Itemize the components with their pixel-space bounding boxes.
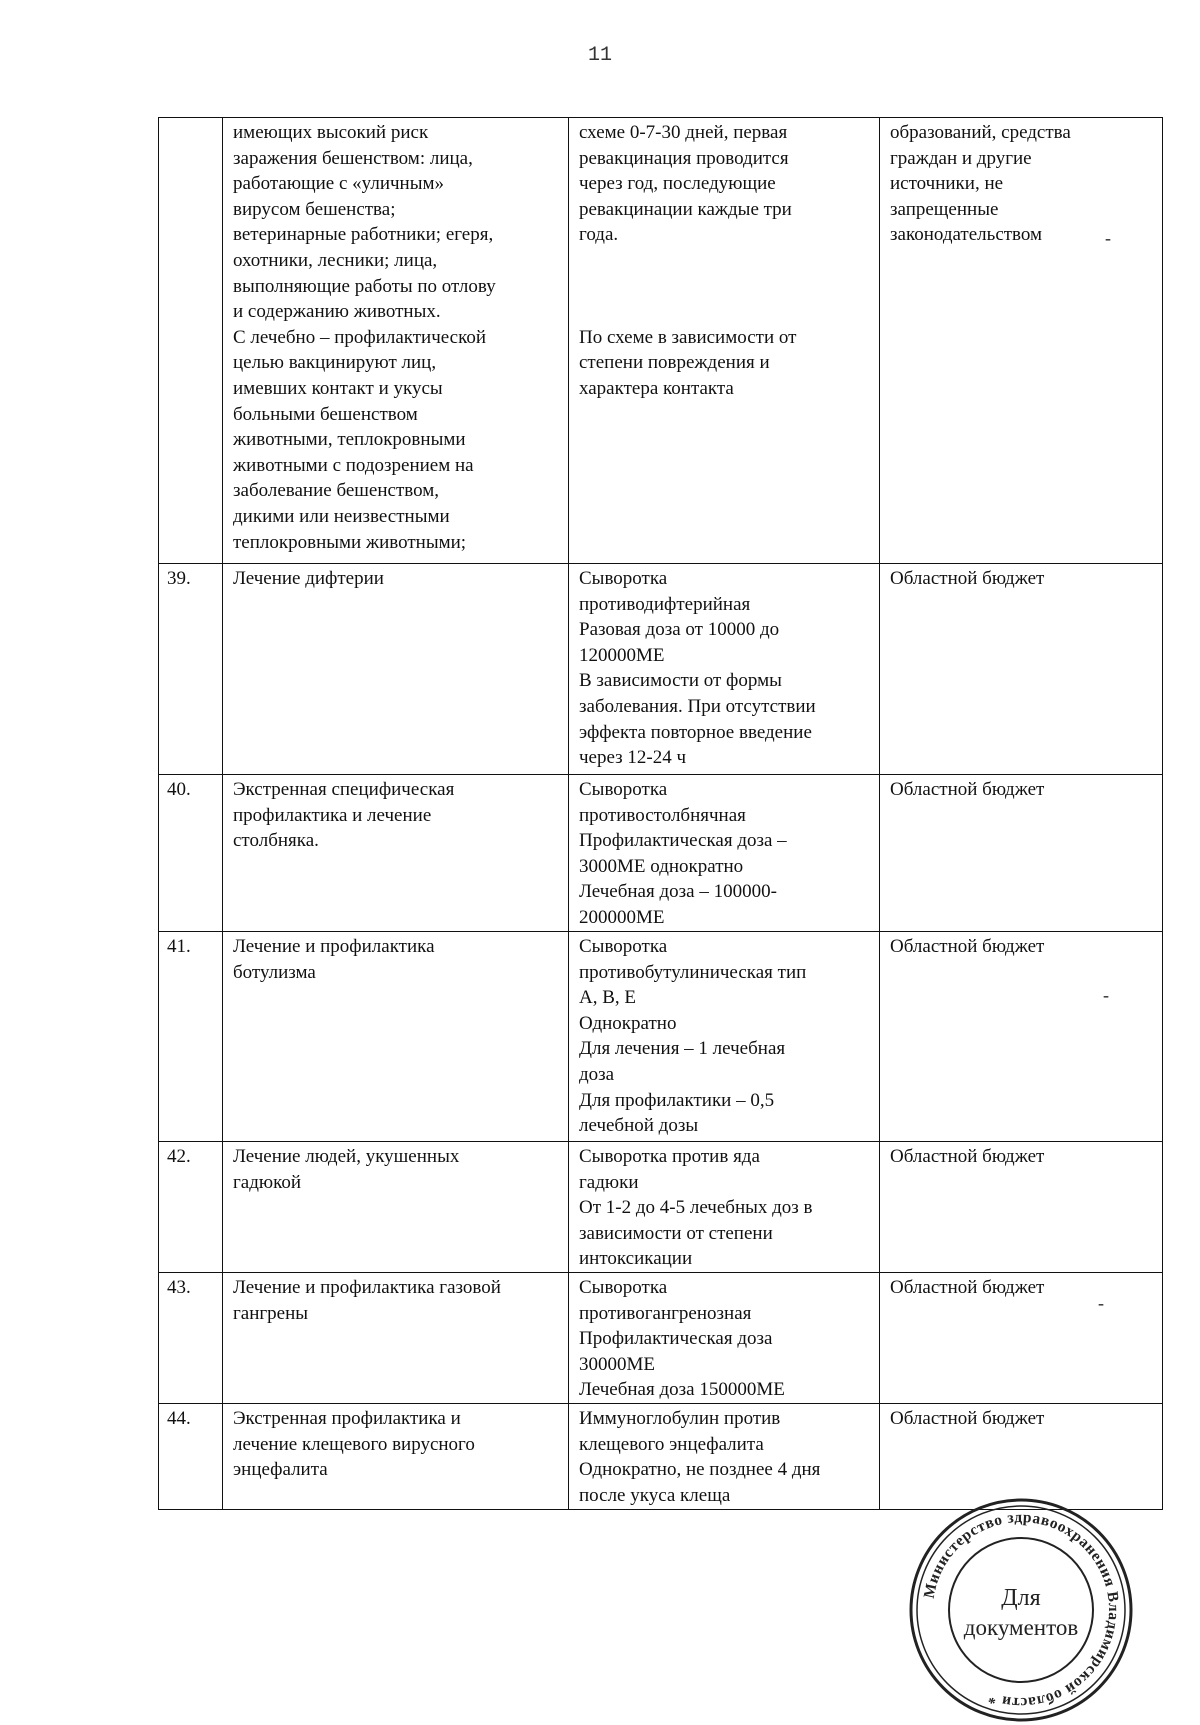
- row-number-cell: 44.: [159, 1404, 223, 1510]
- funding-source-cell: Областной бюджет: [880, 775, 1163, 932]
- funding-source-cell: Областной бюджет: [880, 564, 1163, 775]
- drug-dosage-cell: Сыворотка противодифтерийная Разовая доза от 10000 до 120000МЕ В зависимости от формы заболевания. При отсутствии эффекта повторное введение через 12-24 ч: [569, 564, 880, 775]
- patient-group-cell: Лечение дифтерии: [223, 564, 569, 775]
- patient-group-cell: Лечение и профилактика газовой гангрены: [223, 1273, 569, 1404]
- drug-dosage-cell: Сыворотка противобутулиническая тип А, В, Е Однократно Для лечения – 1 лечебная доза Для профилактики – 0,5 лечебной дозы: [569, 932, 880, 1142]
- page-number: 11: [587, 44, 612, 67]
- row-number-cell: 43.: [159, 1273, 223, 1404]
- official-stamp: [906, 1495, 1136, 1725]
- patient-group-cell: имеющих высокий риск заражения бешенством: лица, работающие с «уличным» вирусом бешенства; ветеринарные работники; егеря, охотники, лесники; лица, выполняющие работы по отлову и содержанию животных. С лечебно – профилактической целью вакцинируют лиц, имевших контакт и укусы больными бешенством животными, теплокровными животными с подозрением на заболевание бешенством, дикими или неизвестными теплокровными животными;: [223, 118, 569, 564]
- funding-source-cell: Областной бюджет: [880, 932, 1163, 1142]
- drug-dosage-cell: Сыворотка противогангренозная Профилактическая доза 30000МЕ Лечебная доза 150000МЕ: [569, 1273, 880, 1404]
- stamp-ring-text: Министерство здравоохранения Владимирской области *: [920, 1508, 1123, 1712]
- margin-dash-mark: -: [1103, 985, 1109, 1005]
- funding-source-cell: образований, средства граждан и другие источники, не запрещенные законодательством: [880, 118, 1163, 564]
- row-number-cell: 40.: [159, 775, 223, 932]
- drug-dosage-cell: Иммуноглобулин против клещевого энцефалита Однократно, не позднее 4 дня после укуса клеща: [569, 1404, 880, 1510]
- margin-dash-mark: -: [1105, 228, 1111, 248]
- table-row: [159, 1404, 1163, 1510]
- row-number-cell: [159, 118, 223, 564]
- patient-group-cell: Лечение людей, укушенных гадюкой: [223, 1142, 569, 1273]
- funding-source-cell: Областной бюджет: [880, 1142, 1163, 1273]
- patient-group-cell: Экстренная профилактика и лечение клещевого вирусного энцефалита: [223, 1404, 569, 1510]
- table-row: [159, 1273, 1163, 1404]
- stamp-center-line-2: документов: [963, 1615, 1079, 1640]
- table-row: [159, 775, 1163, 932]
- table-row: [159, 564, 1163, 775]
- margin-dash-mark: -: [1098, 1293, 1104, 1313]
- row-number-cell: 41.: [159, 932, 223, 1142]
- drug-dosage-cell: Сыворотка против яда гадюки От 1-2 до 4-5 лечебных доз в зависимости от степени интоксикации: [569, 1142, 880, 1273]
- table-row: [159, 932, 1163, 1142]
- funding-source-cell: Областной бюджет: [880, 1273, 1163, 1404]
- patient-group-cell: Лечение и профилактика ботулизма: [223, 932, 569, 1142]
- drug-dosage-cell: Сыворотка противостолбнячная Профилактическая доза – 3000МЕ однократно Лечебная доза – 100000- 200000МЕ: [569, 775, 880, 932]
- stamp-center-line-1: Для: [1001, 1585, 1041, 1611]
- funding-source-cell: Областной бюджет: [880, 1404, 1163, 1510]
- table-row: [159, 118, 1163, 564]
- patient-group-cell: Экстренная специфическая профилактика и лечение столбняка.: [223, 775, 569, 932]
- row-number-cell: 42.: [159, 1142, 223, 1273]
- table-row: [159, 1142, 1163, 1273]
- drug-dosage-cell: схеме 0-7-30 дней, первая ревакцинация проводится через год, последующие ревакцинации каждые три года. По схеме в зависимости от степени повреждения и характера контакта: [569, 118, 880, 564]
- document-table: [158, 117, 1163, 1510]
- row-number-cell: 39.: [159, 564, 223, 775]
